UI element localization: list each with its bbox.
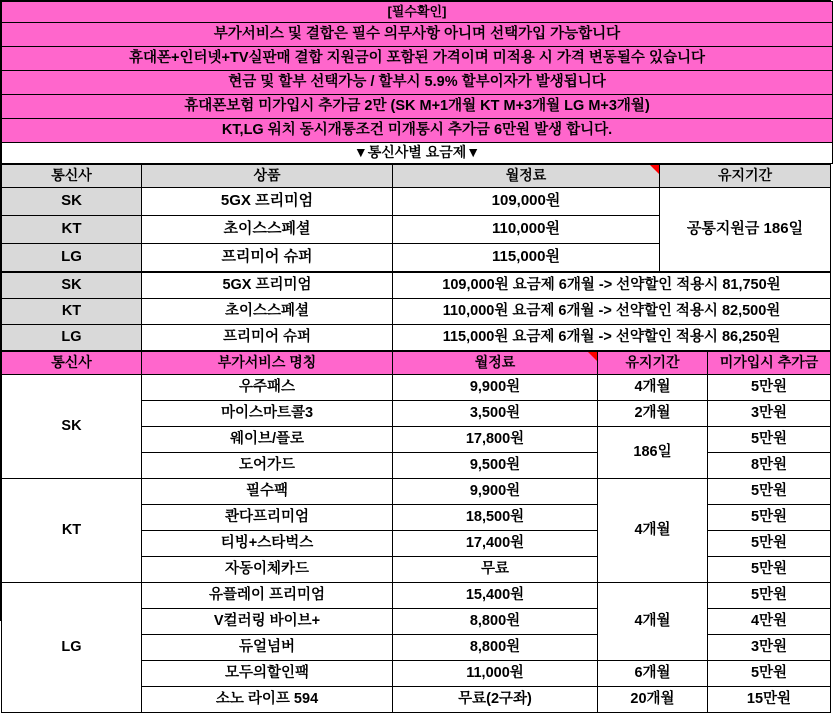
discount-carrier-2: LG: [2, 325, 142, 351]
service-header-fee: [393, 352, 598, 375]
plan-header-fee: [393, 165, 660, 188]
service-header-carrier: 통신사: [2, 352, 142, 375]
plan-header-product: 상품: [142, 165, 393, 188]
plan-support-label: 공통지원금 186일: [660, 188, 831, 272]
discount-product-1: 초이스스페셜: [142, 299, 393, 325]
discount-product-2: 프리미어 슈퍼: [142, 325, 393, 351]
service-name-sk-1: 마이스마트콜3: [142, 401, 393, 427]
service-name-lg-2: 듀얼넘버: [142, 635, 393, 661]
service-name-sk-2: 웨이브/플로: [142, 427, 393, 453]
service-period-lg-3: 6개월: [598, 661, 708, 687]
service-table-header: [2, 352, 831, 375]
service-table: [1, 351, 831, 713]
notice-row: [2, 95, 833, 119]
comment-marker-icon: [650, 165, 659, 174]
service-period-lg-0: 4개월: [598, 583, 708, 661]
notice-row: [2, 2, 833, 23]
service-extra-sk-1: 3만원: [708, 401, 831, 427]
table-row: [2, 188, 831, 216]
discount-detail-0: 109,000원 요금제 6개월 -> 선약할인 적용시 81,750원: [393, 273, 831, 299]
notice-text-2: 휴대폰+인터넷+TV실판매 결합 지원금이 포함된 가격이며 미적용 시 가격 변동될수 있습니다: [2, 47, 833, 71]
discount-carrier-1: KT: [2, 299, 142, 325]
notice-text-0: [필수확인]: [2, 2, 833, 23]
service-name-sk-3: 도어가드: [142, 453, 393, 479]
service-header-period: 유지기간: [598, 352, 708, 375]
plan-header-period: 유지기간: [660, 165, 831, 188]
notice-row: [2, 119, 833, 143]
service-fee-lg-4: 무료(2구좌): [393, 687, 598, 713]
service-fee-kt-3: 무료: [393, 557, 598, 583]
service-fee-sk-3: 9,500원: [393, 453, 598, 479]
service-period-sk-1: 2개월: [598, 401, 708, 427]
plan-carrier-2: LG: [2, 244, 142, 272]
plan-fee-1: 110,000원: [393, 216, 660, 244]
service-name-kt-3: 자동이체카드: [142, 557, 393, 583]
plan-table: [1, 164, 831, 272]
table-row: [2, 273, 831, 299]
table-row: [2, 299, 831, 325]
plan-table-header: [2, 165, 831, 188]
service-fee-lg-3: 11,000원: [393, 661, 598, 687]
service-period-sk-2: 186일: [598, 427, 708, 479]
service-fee-kt-0: 9,900원: [393, 479, 598, 505]
section-title: ▼통신사별 요금제▼: [2, 143, 833, 164]
section-title-row: [2, 143, 833, 164]
plan-product-2: 프리미어 슈퍼: [142, 244, 393, 272]
service-carrier-kt: KT: [2, 479, 142, 583]
plan-fee-2: 115,000원: [393, 244, 660, 272]
discount-table: [1, 272, 831, 351]
notice-text-4: 휴대폰보험 미가입시 추가금 2만 (SK M+1개월 KT M+3개월 LG M+3개월): [2, 95, 833, 119]
table-row: [2, 583, 831, 609]
service-name-kt-1: 콴다프리미엄: [142, 505, 393, 531]
service-extra-sk-3: 8만원: [708, 453, 831, 479]
service-fee-lg-2: 8,800원: [393, 635, 598, 661]
service-header-extra: 미가입시 추가금: [708, 352, 831, 375]
service-name-lg-3: 모두의할인팩: [142, 661, 393, 687]
notice-text-5: KT,LG 워치 동시개통조건 미개통시 추가금 6만원 발생 합니다.: [2, 119, 833, 143]
service-fee-kt-1: 18,500원: [393, 505, 598, 531]
service-extra-sk-2: 5만원: [708, 427, 831, 453]
service-fee-lg-0: 15,400원: [393, 583, 598, 609]
comment-marker-icon: [588, 352, 597, 361]
service-extra-lg-2: 3만원: [708, 635, 831, 661]
service-fee-sk-1: 3,500원: [393, 401, 598, 427]
plan-header-fee-label: 월정료: [505, 167, 547, 184]
notice-row: [2, 47, 833, 71]
service-fee-kt-2: 17,400원: [393, 531, 598, 557]
plan-header-carrier: 통신사: [2, 165, 142, 188]
service-name-lg-4: 소노 라이프 594: [142, 687, 393, 713]
plan-product-1: 초이스스페셜: [142, 216, 393, 244]
notice-row: [2, 23, 833, 47]
service-extra-lg-4: 15만원: [708, 687, 831, 713]
service-extra-kt-1: 5만원: [708, 505, 831, 531]
service-extra-sk-0: 5만원: [708, 375, 831, 401]
service-fee-sk-2: 17,800원: [393, 427, 598, 453]
table-row: [2, 325, 831, 351]
service-fee-lg-1: 8,800원: [393, 609, 598, 635]
service-extra-lg-1: 4만원: [708, 609, 831, 635]
service-carrier-sk: SK: [2, 375, 142, 479]
plan-carrier-0: SK: [2, 188, 142, 216]
service-header-fee-label: 월정료: [474, 354, 516, 371]
service-name-kt-2: 티빙+스타벅스: [142, 531, 393, 557]
table-row: [2, 375, 831, 401]
discount-product-0: 5GX 프리미엄: [142, 273, 393, 299]
service-name-sk-0: 우주패스: [142, 375, 393, 401]
discount-carrier-0: SK: [2, 273, 142, 299]
discount-detail-1: 110,000원 요금제 6개월 -> 선약할인 적용시 82,500원: [393, 299, 831, 325]
service-extra-kt-0: 5만원: [708, 479, 831, 505]
service-name-lg-0: 유플레이 프리미엄: [142, 583, 393, 609]
service-name-kt-0: 필수팩: [142, 479, 393, 505]
service-extra-kt-2: 5만원: [708, 531, 831, 557]
service-name-lg-1: V컬러링 바이브+: [142, 609, 393, 635]
notice-text-1: 부가서비스 및 결합은 필수 의무사항 아니며 선택가입 가능합니다: [2, 23, 833, 47]
notice-text-3: 현금 및 할부 선택가능 / 할부시 5.9% 할부이자가 발생됩니다: [2, 71, 833, 95]
service-carrier-lg: LG: [2, 583, 142, 713]
service-fee-sk-0: 9,900원: [393, 375, 598, 401]
plan-product-0: 5GX 프리미엄: [142, 188, 393, 216]
plan-carrier-1: KT: [2, 216, 142, 244]
service-extra-lg-3: 5만원: [708, 661, 831, 687]
notice-table: [1, 1, 833, 164]
discount-detail-2: 115,000원 요금제 6개월 -> 선약할인 적용시 86,250원: [393, 325, 831, 351]
notice-row: [2, 71, 833, 95]
service-extra-kt-3: 5만원: [708, 557, 831, 583]
service-period-kt: 4개월: [598, 479, 708, 583]
table-row: [2, 479, 831, 505]
plan-fee-0: 109,000원: [393, 188, 660, 216]
service-extra-lg-0: 5만원: [708, 583, 831, 609]
service-period-lg-4: 20개월: [598, 687, 708, 713]
service-period-sk-0: 4개월: [598, 375, 708, 401]
service-header-name: 부가서비스 명칭: [142, 352, 393, 375]
